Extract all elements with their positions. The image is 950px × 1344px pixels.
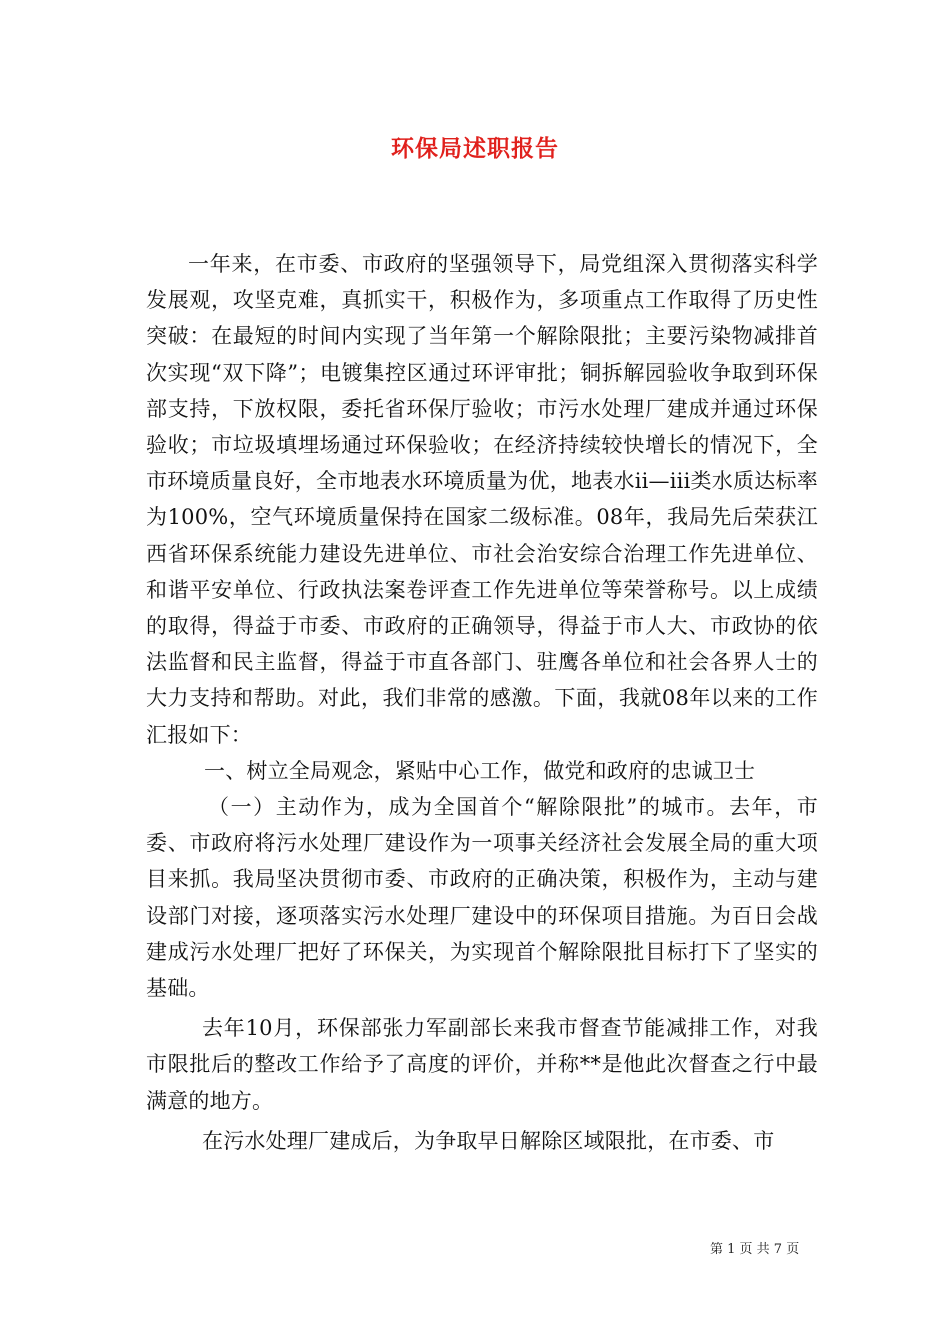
section-heading-1: 一、树立全局观念，紧贴中心工作，做党和政府的忠诚卫士 <box>204 758 756 783</box>
paragraph-inspection: 去年10月，环保部张力军副部长来我市督查节能减排工作，对我市限批后的整改工作给予了高度的评价，并称**是他此次督查之行中最满意的地方。 <box>146 1016 818 1113</box>
paragraph-continued: 在污水处理厂建成后，为争取早日解除区域限批，在市委、市 <box>202 1128 775 1153</box>
document-title: 环保局述职报告 <box>391 135 559 162</box>
page-number: 第 1 页 共 7 页 <box>710 1242 800 1257</box>
document-body <box>146 246 818 1159</box>
paragraph-intro: 一年来，在市委、市政府的坚强领导下，局党组深入贯彻落实科学发展观，攻坚克难，真抓实干，积极作为，多项重点工作取得了历史性突破：在最短的时间内实现了当年第一个解除限批；主要污染物减排首次实现“双下降”；电镀集控区通过环评审批；铜拆解园验收争取到环保部支持，下放权限，委托省环保厅验收；市污水处理厂建成并通过环保验收；市垃圾填埋场通过环保验收；在经济持续较快增长的情况下，全市环境质量良好，全市地表水环境质量为优，地表水ii—iii类水质达标率为100%，空气环境质量保持在国家二级标准。08年，我局先后荣获江西省环保系统能力建设先进单位、市社会治安综合治理工作先进单位、和谐平安单位、行政执法案卷评查工作先进单位等荣誉称号。以上成绩的取得，得益于市委、市政府的正确领导，得益于市人大、市政协的依法监督和民主监督，得益于市直各部门、驻鹰各单位和社会各界人士的大力支持和帮助。对此，我们非常的感激。下面，我就08年以来的工作汇报如下： <box>146 252 818 747</box>
paragraph-subsection-1: （一）主动作为，成为全国首个“解除限批”的城市。去年，市委、市政府将污水处理厂建设作为一项事关经济社会发展全局的重大项目来抓。我局坚决贯彻市委、市政府的正确决策，积极作为，主动与建设部门对接，逐项落实污水处理厂建设中的环保项目措施。为百日会战建成污水处理厂把好了环保关，为实现首个解除限批目标打下了坚实的基础。 <box>146 795 818 1001</box>
